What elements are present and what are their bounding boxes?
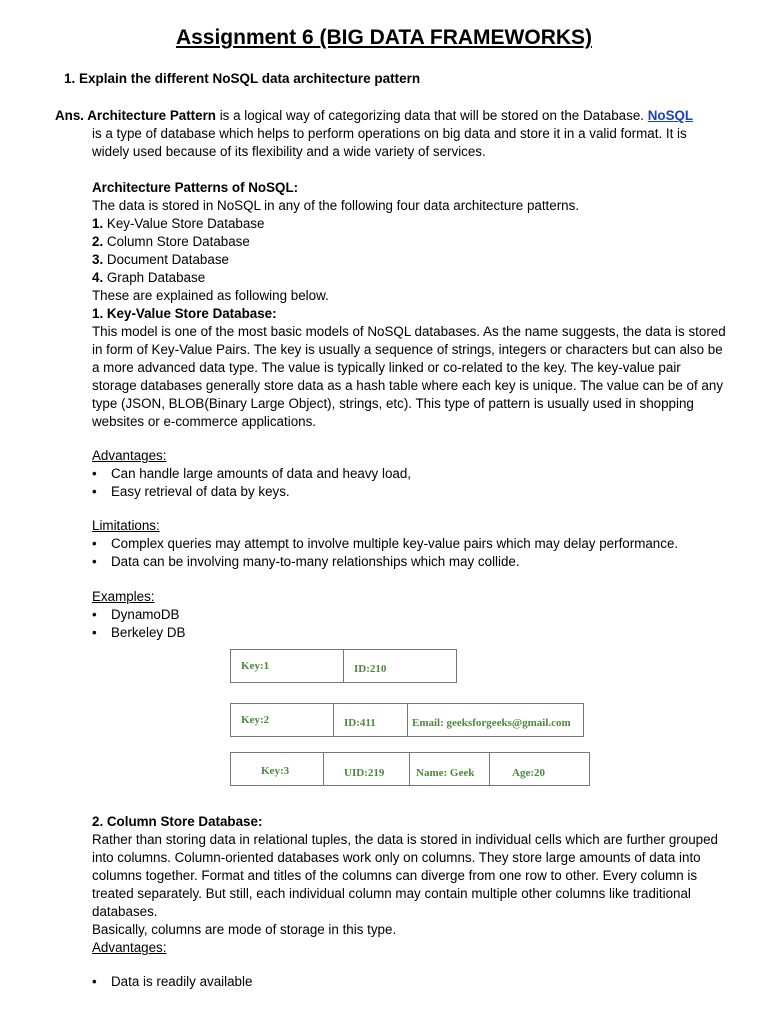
- kv-examples: [92, 588, 728, 642]
- pattern-item: 1. Key-Value Store Database: [92, 216, 265, 231]
- kv-cell: UID:219: [324, 753, 410, 785]
- pattern-item: 3. Document Database: [92, 252, 229, 267]
- question-heading: 1. Explain the different NoSQL data architecture pattern: [64, 71, 421, 86]
- kv-cell: Key:3: [231, 753, 324, 785]
- column-heading: 2. Column Store Database:: [92, 814, 263, 829]
- answer-prefix: Ans. Architecture Pattern: [55, 108, 216, 123]
- pattern-item: 2. Column Store Database: [92, 234, 250, 249]
- patterns-intro: The data is stored in NoSQL in any of the following four data architecture patterns.: [92, 198, 580, 213]
- pattern-item: 4. Graph Database: [92, 270, 206, 285]
- answer-text-1: is a logical way of categorizing data that will be stored on the Database.: [215, 108, 648, 123]
- column-advantages: [92, 973, 728, 991]
- answer-paragraph: [55, 107, 725, 161]
- answer-text-2: is a type of database which helps to perform operations on big data and store it in a valid format. It is widely used because of its flexibility and a wide variety of services.: [92, 126, 687, 159]
- list-item: • Data is readily available: [92, 973, 728, 991]
- patterns-section: [92, 179, 728, 431]
- kv-cell: Key:2: [231, 704, 334, 736]
- kv-cell: Key:1: [231, 650, 344, 682]
- column-advantages-label: Advantages:: [92, 940, 167, 955]
- kv-diagram-row: [230, 752, 590, 786]
- list-item: • Easy retrieval of data by keys.: [92, 483, 728, 501]
- kv-diagram-row: [230, 649, 457, 683]
- kv-diagram-row: [230, 703, 584, 737]
- limitations-label: Limitations:: [92, 518, 160, 533]
- kv-heading: 1. Key-Value Store Database:: [92, 306, 277, 321]
- kv-limitations: [92, 517, 728, 571]
- list-item: • Can handle large amounts of data and heavy load,: [92, 465, 728, 483]
- patterns-outro: These are explained as following below.: [92, 288, 329, 303]
- kv-body: This model is one of the most basic models of NoSQL databases. As the name suggests, the data is stored in form of Key-Value Pairs. The key is usually a sequence of strings, integers or characters but can also be a more advanced data type. The value is typically linked or co-related to the key. The key-value pair storage databases generally store data as a hash table where each key is unique. The value can be of any type (JSON, BLOB(Binary Large Object), strings, etc). This type of pattern is usually used in shopping websites or e-commerce applications.: [92, 324, 726, 429]
- nosql-link[interactable]: NoSQL: [647, 108, 694, 123]
- patterns-heading: Architecture Patterns of NoSQL:: [92, 180, 299, 195]
- kv-advantages: [92, 447, 728, 501]
- kv-cell: ID:411: [334, 704, 408, 736]
- examples-label: Examples:: [92, 589, 155, 604]
- list-item: • Data can be involving many-to-many relationships which may collide.: [92, 553, 728, 571]
- kv-cell: Name: Geek: [410, 753, 490, 785]
- kv-cell: ID:210: [354, 663, 387, 675]
- kv-cell: Age:20: [512, 767, 545, 779]
- list-item: • DynamoDB: [92, 606, 728, 624]
- column-body: Rather than storing data in relational tuples, the data is stored in individual cells which are further grouped into columns. Column-oriented databases work only on columns. They store large amounts of data into columns together. Format and titles of the columns can diverge from one row to other. Every column is treated separately. But still, each individual column may contain multiple other columns like traditional databases.: [92, 832, 719, 919]
- list-item: • Berkeley DB: [92, 624, 728, 642]
- column-body-2: Basically, columns are mode of storage in this type.: [92, 922, 397, 937]
- page-title: Assignment 6 (BIG DATA FRAMEWORKS): [175, 26, 593, 49]
- advantages-label: Advantages:: [92, 448, 167, 463]
- kv-cell: Email: geeksforgeeks@gmail.com: [412, 717, 571, 729]
- list-item: • Complex queries may attempt to involve multiple key-value pairs which may delay performance.: [92, 535, 728, 553]
- column-section: [92, 813, 728, 957]
